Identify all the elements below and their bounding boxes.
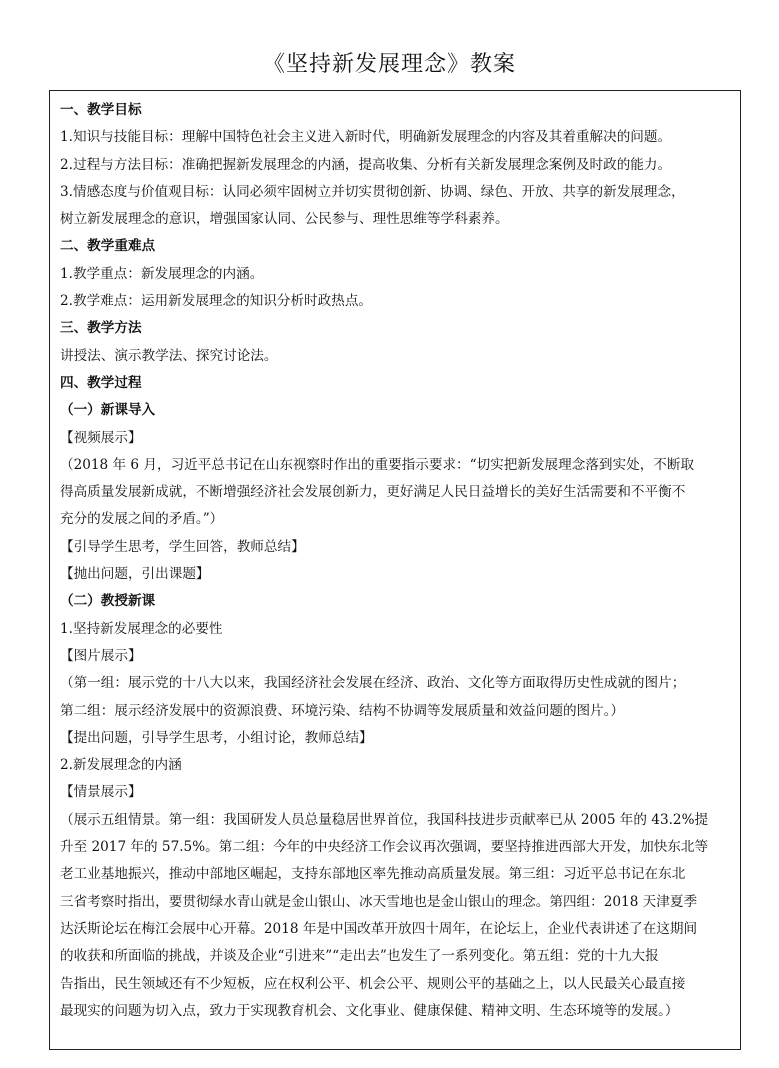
text-line: 【引导学生思考，学生回答，教师总结】 (60, 538, 305, 555)
text-line: 树立新发展理念的意识，增强国家认同、公民参与、理性思维等学科素养。 (60, 211, 509, 228)
section-heading: 四、教学过程 (60, 374, 142, 391)
lesson-plan-box (49, 90, 741, 1050)
text-line: 老工业基地振兴，推动中部地区崛起，支持东部地区率先推动高质量发展。第三组：习近平总书记在东北 (60, 866, 686, 883)
text-line: 充分的发展之间的矛盾。”） (60, 511, 224, 528)
text-line: 得高质量发展新成就，不断增强经济社会发展创新力，更好满足人民日益增长的美好生活需要和不平衡不 (60, 484, 686, 501)
text-line: 【提出问题，引导学生思考，小组讨论，教师总结】 (60, 729, 373, 746)
section-heading: （一）新课导入 (60, 402, 156, 419)
text-line: （展示五组情景。第一组：我国研发人员总量稳居世界首位，我国科技进步贡献率已从 2005 年的 43.2%提 (60, 811, 709, 828)
text-line: 【图片展示】 (60, 647, 142, 664)
text-line: 1.知识与技能目标：理解中国特色社会主义进入新时代，明确新发展理念的内容及其着重解决的问题。 (60, 129, 672, 146)
section-heading: 三、教学方法 (60, 320, 142, 337)
section-heading: （二）教授新课 (60, 593, 156, 610)
page-title: 《坚持新发展理念》教案 (262, 52, 516, 77)
text-line: 【情景展示】 (60, 784, 142, 801)
text-line: 1.教学重点：新发展理念的内涵。 (60, 265, 264, 282)
text-line: （2018 年 6 月，习近平总书记在山东视察时作出的重要指示要求：“切实把新发展理念落到实处，不断取 (60, 456, 695, 473)
section-heading: 一、教学目标 (60, 102, 142, 118)
text-line: （第一组：展示党的十八大以来，我国经济社会发展在经济、政治、文化等方面取得历史性成就的图片； (60, 675, 686, 692)
text-line: 2.新发展理念的内涵 (60, 757, 182, 774)
text-line: 升至 2017 年的 57.5%。第二组：今年的中央经济工作会议再次强调，要坚持推进西部大开发，加快东北等 (60, 839, 709, 856)
text-line: 讲授法、演示教学法、探究讨论法。 (60, 347, 278, 364)
text-line: 告指出，民生领域还有不少短板，应在权利公平、机会公平、规则公平的基础之上，以人民最关心最直接 (60, 975, 686, 992)
text-line: 【视频展示】 (60, 429, 142, 446)
text-line: 达沃斯论坛在梅江会展中心开幕。2018 年是中国改革开放四十周年，在论坛上，企业代表讲述了在这期间 (60, 920, 698, 937)
text-line: 2.教学难点：运用新发展理念的知识分析时政热点。 (60, 293, 373, 310)
text-line: 的收获和所面临的挑战，并谈及企业“引进来”“走出去”也发生了一系列变化。第五组：党的十九大报 (60, 948, 659, 965)
text-line: 1.坚持新发展理念的必要性 (60, 620, 223, 637)
text-line: 三省考察时指出，要贯彻绿水青山就是金山银山、冰天雪地也是金山银山的理念。第四组：2018 天津夏季 (60, 893, 698, 910)
text-line: 3.情感态度与价值观目标：认同必须牢固树立并切实贯彻创新、协调、绿色、开放、共享的新发展理念， (60, 183, 685, 200)
text-line: 2.过程与方法目标：准确把握新发展理念的内涵，提高收集、分析有关新发展理念案例及时政的能力。 (60, 156, 672, 173)
section-heading: 二、教学重难点 (60, 238, 156, 255)
text-line: 最现实的问题为切入点，致力于实现教育机会、文化事业、健康保健、精神文明、生态环境等的发展。） (60, 1002, 679, 1019)
text-line: 第二组：展示经济发展中的资源浪费、环境污染、结构不协调等发展质量和效益问题的图片。） (60, 702, 625, 719)
text-line: 【抛出问题，引出课题】 (60, 566, 210, 583)
